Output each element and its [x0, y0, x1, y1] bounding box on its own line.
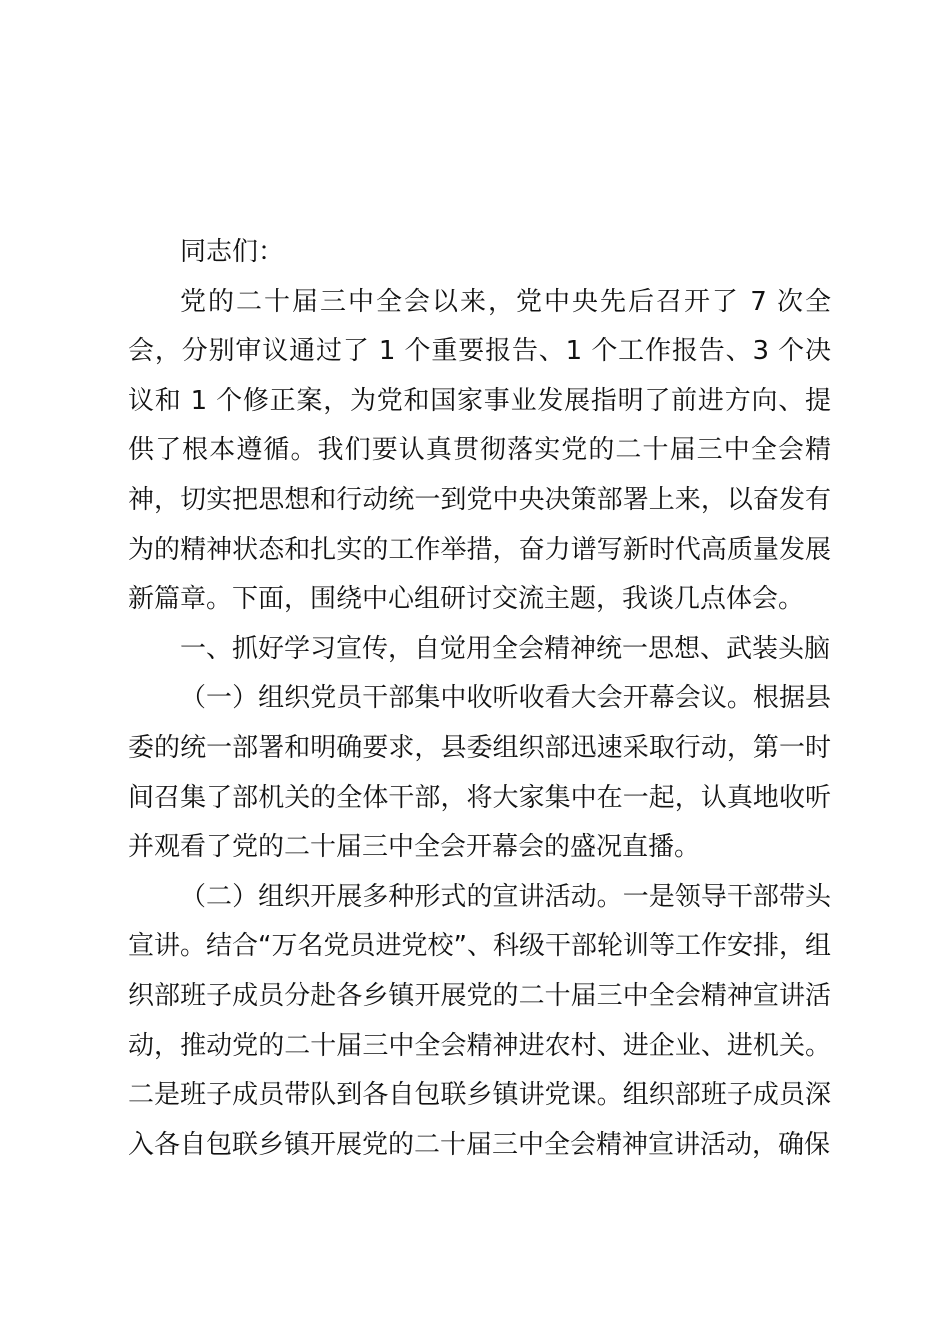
document-body — [128, 228, 831, 1170]
salutation: 同志们： — [180, 237, 285, 267]
section-heading-1: 一、抓好学习宣传，自觉用全会精神统一思想、武装头脑 — [180, 633, 831, 664]
paragraph-subsection-1: （一）组织党员干部集中收听收看大会开幕会议。根据县委的统一部署和明确要求，县委组织部迅速采取行动，第一时间召集了部机关的全体干部，将大家集中在一起，认真地收听并观看了党的二十届三中全会开幕会的盛况直播。 — [128, 683, 831, 863]
paragraph-intro: 党的二十届三中全会以来，党中央先后召开了 7 次全会，分别审议通过了 1 个重要报告、1 个工作报告、3 个决议和 1 个修正案，为党和国家事业发展指明了前进方向、提供了根本遵循。我们要认真贯彻落实党的二十届三中全会精神，切实把思想和行动统一到党中央决策部署上来，以奋发有为的精神状态和扎实的工作举措，奋力谱写新时代高质量发展新篇章。下面，围绕中心组研讨交流主题，我谈几点体会。 — [128, 286, 831, 615]
paragraph-subsection-2: （二）组织开展多种形式的宣讲活动。一是领导干部带头宣讲。结合“万名党员进党校”、科级干部轮训等工作安排，组织部班子成员分赴各乡镇开展党的二十届三中全会精神宣讲活动，推动党的二十届三中全会精神进农村、进企业、进机关。二是班子成员带队到各自包联乡镇讲党课。组织部班子成员深入各自包联乡镇开展党的二十届三中全会精神宣讲活动，确保 — [128, 881, 831, 1160]
